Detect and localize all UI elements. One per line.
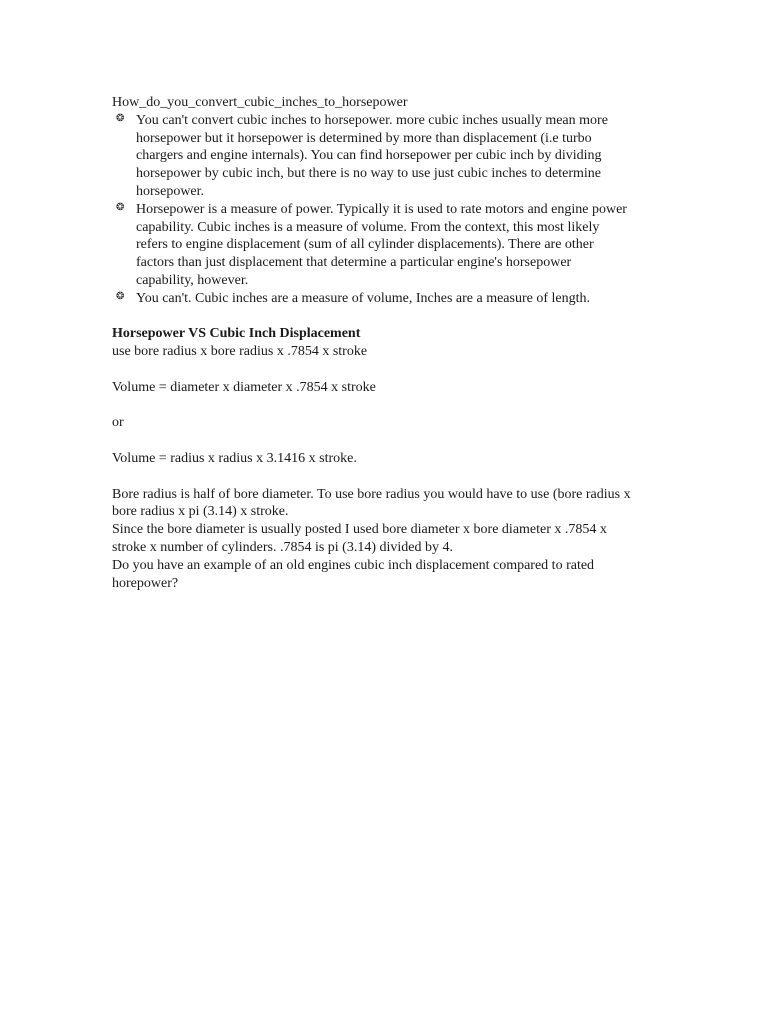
- formula-radius: Volume = radius x radius x 3.1416 x stroke.: [112, 450, 357, 466]
- body-paragraph: Since the bore diameter is usually posted I used bore diameter x bore diameter x .7854 x stroke x number of cylinders. .7854 is pi (3.14) divided by 4.: [112, 522, 607, 555]
- formula-diameter: Volume = diameter x diameter x .7854 x stroke: [112, 379, 376, 395]
- bullet-icon: ❂: [116, 112, 125, 124]
- answer-item: [112, 290, 632, 308]
- answer-text: You can't convert cubic inches to horsepower. more cubic inches usually mean more horsepower but it horsepower is determined by more than displacement (i.e turbo chargers and engine internals). You can find horsepower per cubic inch by dividing horsepower by cubic inch, but there is no way to use just cubic inches to determine horsepower.: [136, 112, 608, 199]
- spacer: [112, 432, 632, 450]
- document-page: [112, 94, 632, 592]
- answer-item: [112, 201, 632, 290]
- bullet-icon: ❂: [116, 290, 125, 302]
- spacer: [112, 468, 632, 486]
- spacer: [112, 361, 632, 379]
- bullet-icon: ❂: [116, 201, 125, 213]
- answer-text: Horsepower is a measure of power. Typically it is used to rate motors and engine power capability. Cubic inches is a measure of volume. From the context, this most likely refers to engine displacement (sum of all cylinder displacements). There are other factors than just displacement that determine a particular engine's horsepower capability, however.: [136, 201, 627, 288]
- formula-intro: use bore radius x bore radius x .7854 x stroke: [112, 344, 368, 360]
- answer-item: [112, 112, 632, 201]
- spacer: [112, 397, 632, 415]
- answer-text: You can't. Cubic inches are a measure of volume, Inches are a measure of length.: [136, 290, 590, 306]
- document-title: How_do_you_convert_cubic_inches_to_horsepower: [112, 95, 408, 110]
- body-paragraph: Do you have an example of an old engines cubic inch displacement compared to rated horepower?: [112, 557, 595, 591]
- body-paragraph: Bore radius is half of bore diameter. To use bore radius you would have to use (bore radius x bore radius x pi (3.14) x stroke.: [112, 486, 631, 520]
- or-text: or: [112, 415, 124, 431]
- section-heading: Horsepower VS Cubic Inch Displacement: [112, 326, 361, 342]
